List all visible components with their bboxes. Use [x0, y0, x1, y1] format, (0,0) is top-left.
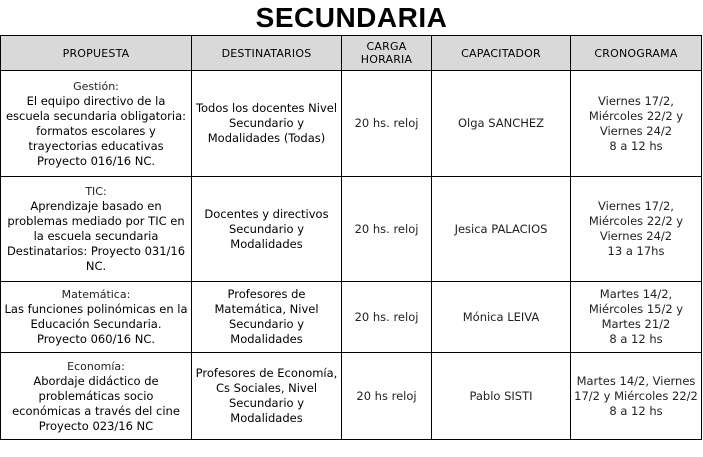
capacitador-cell: Mónica LEIVA	[432, 282, 571, 353]
table-header-row	[1, 36, 702, 71]
cronograma-dates: Viernes 17/2, Miércoles 22/2 y Viernes 24/2	[588, 199, 684, 243]
area-label: Matemática:	[61, 288, 131, 301]
cronograma-cell	[571, 282, 702, 353]
header-carga-horaria	[342, 36, 432, 71]
area-label: TIC:	[85, 185, 107, 198]
courses-table	[0, 35, 702, 440]
propuesta-text: Abordaje didáctico de problemáticas socio económicas a través del cine Proyecto 023/16 NC	[12, 373, 180, 433]
cronograma-hours: 8 a 12 hs	[609, 403, 663, 418]
header-propuesta: PROPUESTA	[1, 36, 192, 71]
header-destinatarios: DESTINATARIOS	[192, 36, 342, 71]
carga-cell: 20 hs. reloj	[342, 177, 432, 282]
propuesta-text: El equipo directivo de la escuela secundaria obligatoria: formatos escolares y trayectorias educativas Proyecto 016/16 NC.	[5, 93, 187, 168]
table-row	[1, 177, 702, 282]
capacitador-cell: Jesica PALACIOS	[432, 177, 571, 282]
area-label: Economía:	[67, 359, 125, 373]
area-label: Gestión:	[73, 79, 119, 93]
header-cronograma: CRONOGRAMA	[571, 36, 702, 71]
destinatarios-cell: Docentes y directivos Secundario y Modalidades	[192, 177, 342, 282]
carga-cell: 20 hs reloj	[342, 353, 432, 440]
cronograma-cell	[571, 71, 702, 177]
capacitador-cell: Olga SANCHEZ	[432, 71, 571, 177]
header-carga-line2: HORARIA	[360, 53, 413, 66]
cronograma-hours: 8 a 12 hs	[609, 332, 663, 346]
carga-cell: 20 hs. reloj	[342, 71, 432, 177]
table-row	[1, 282, 702, 353]
cronograma-dates: Viernes 17/2, Miércoles 22/2 y Viernes 24/2	[588, 93, 684, 138]
propuesta-text: Las funciones polinómicas en la Educación Secundaria. Proyecto 060/16 NC.	[4, 302, 188, 346]
cronograma-dates: Martes 14/2, Miércoles 15/2 y Martes 21/2	[588, 287, 684, 331]
destinatarios-cell: Todos los docentes Nivel Secundario y Modalidades (Todas)	[192, 71, 342, 177]
cronograma-cell	[571, 353, 702, 440]
cronograma-hours: 13 a 17hs	[607, 244, 665, 258]
propuesta-cell	[1, 71, 192, 177]
table-row	[1, 353, 702, 440]
cronograma-dates: Martes 14/2, Viernes 17/2 y Miércoles 22/2	[574, 373, 698, 403]
destinatarios-cell: Profesores de Economía, Cs Sociales, Nivel Secundario y Modalidades	[192, 353, 342, 440]
capacitador-cell: Pablo SISTI	[432, 353, 571, 440]
cronograma-hours: 8 a 12 hs	[609, 138, 663, 153]
header-carga-line1: CARGA	[366, 40, 407, 53]
destinatarios-cell: Profesores de Matemática, Nivel Secundario y Modalidades	[192, 282, 342, 353]
header-capacitador: CAPACITADOR	[432, 36, 571, 71]
page-title: SECUNDARIA	[255, 2, 448, 33]
carga-cell: 20 hs. reloj	[342, 282, 432, 353]
propuesta-text: Aprendizaje basado en problemas mediado por TIC en la escuela secundaria Destinatarios: Proyecto 031/16 NC.	[6, 199, 186, 273]
propuesta-cell	[1, 177, 192, 282]
propuesta-cell	[1, 353, 192, 440]
propuesta-cell	[1, 282, 192, 353]
table-row	[1, 71, 702, 177]
cronograma-cell	[571, 177, 702, 282]
